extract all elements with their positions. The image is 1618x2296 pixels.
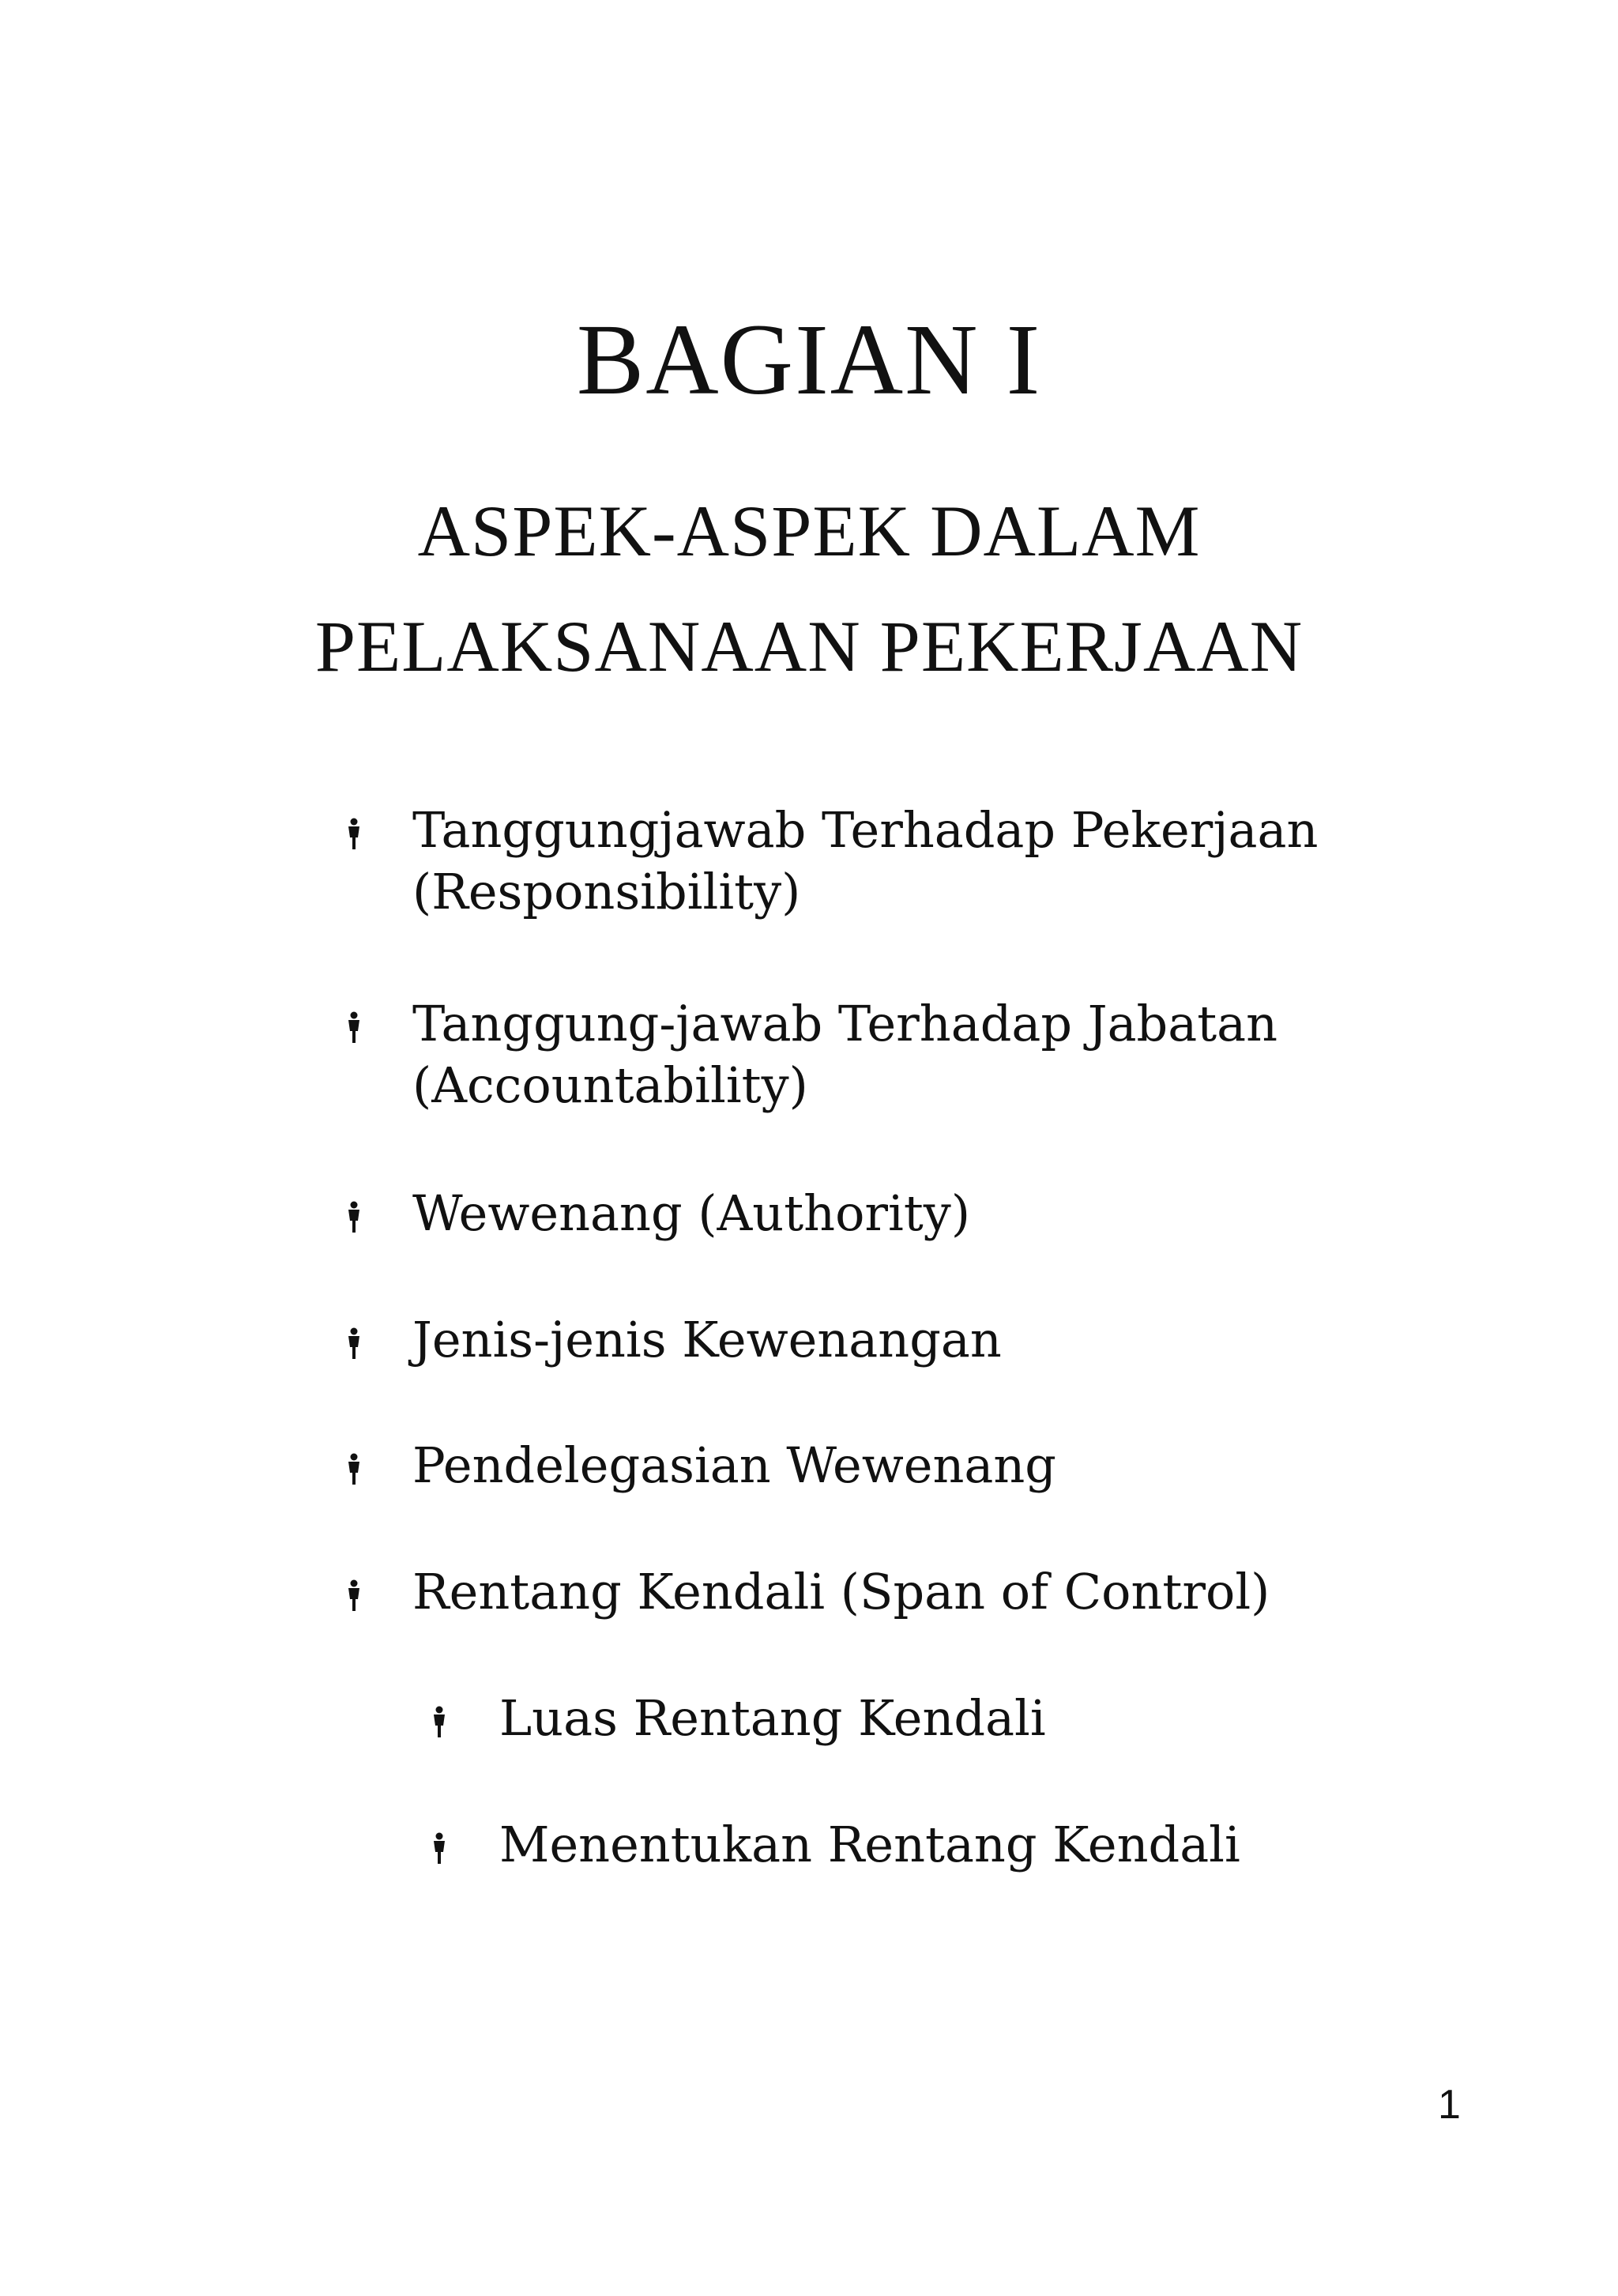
person-icon [345,1579,363,1611]
list-item-text-line2: (Accountability) [412,1056,808,1114]
page-title: BAGIAN I [576,303,1042,416]
list-item-text-line1: Pendelegasian Wewenang [412,1436,1056,1494]
sub-list-item-text: Luas Rentang Kendali [499,1689,1046,1747]
person-icon [345,818,363,849]
person-icon [345,1453,363,1485]
list-item-text-line1: Wewenang (Authority) [412,1184,971,1242]
list-item-text-line1: Tanggung-jawab Terhadap Jabatan [412,995,1278,1052]
person-icon [431,1706,448,1737]
page-subtitle-line1: ASPEK-ASPEK DALAM [417,491,1201,571]
page-subtitle-line2: PELAKSANAAN PEKERJAAN [314,606,1304,687]
list-item-text-line1: Tanggungjawab Terhadap Pekerjaan [412,801,1319,859]
list-item-text-line2: (Responsibility) [412,863,801,920]
list-item-text-line1: Rentang Kendali (Span of Control) [412,1563,1270,1620]
person-icon [345,1327,363,1359]
sub-list-item-text: Menentukan Rentang Kendali [499,1816,1240,1873]
person-icon [345,1011,363,1043]
person-icon [431,1832,448,1864]
list-item-text-line1: Jenis-jenis Kewenangan [412,1311,1002,1368]
person-icon [345,1201,363,1233]
page-number: 1 [1438,2082,1461,2128]
